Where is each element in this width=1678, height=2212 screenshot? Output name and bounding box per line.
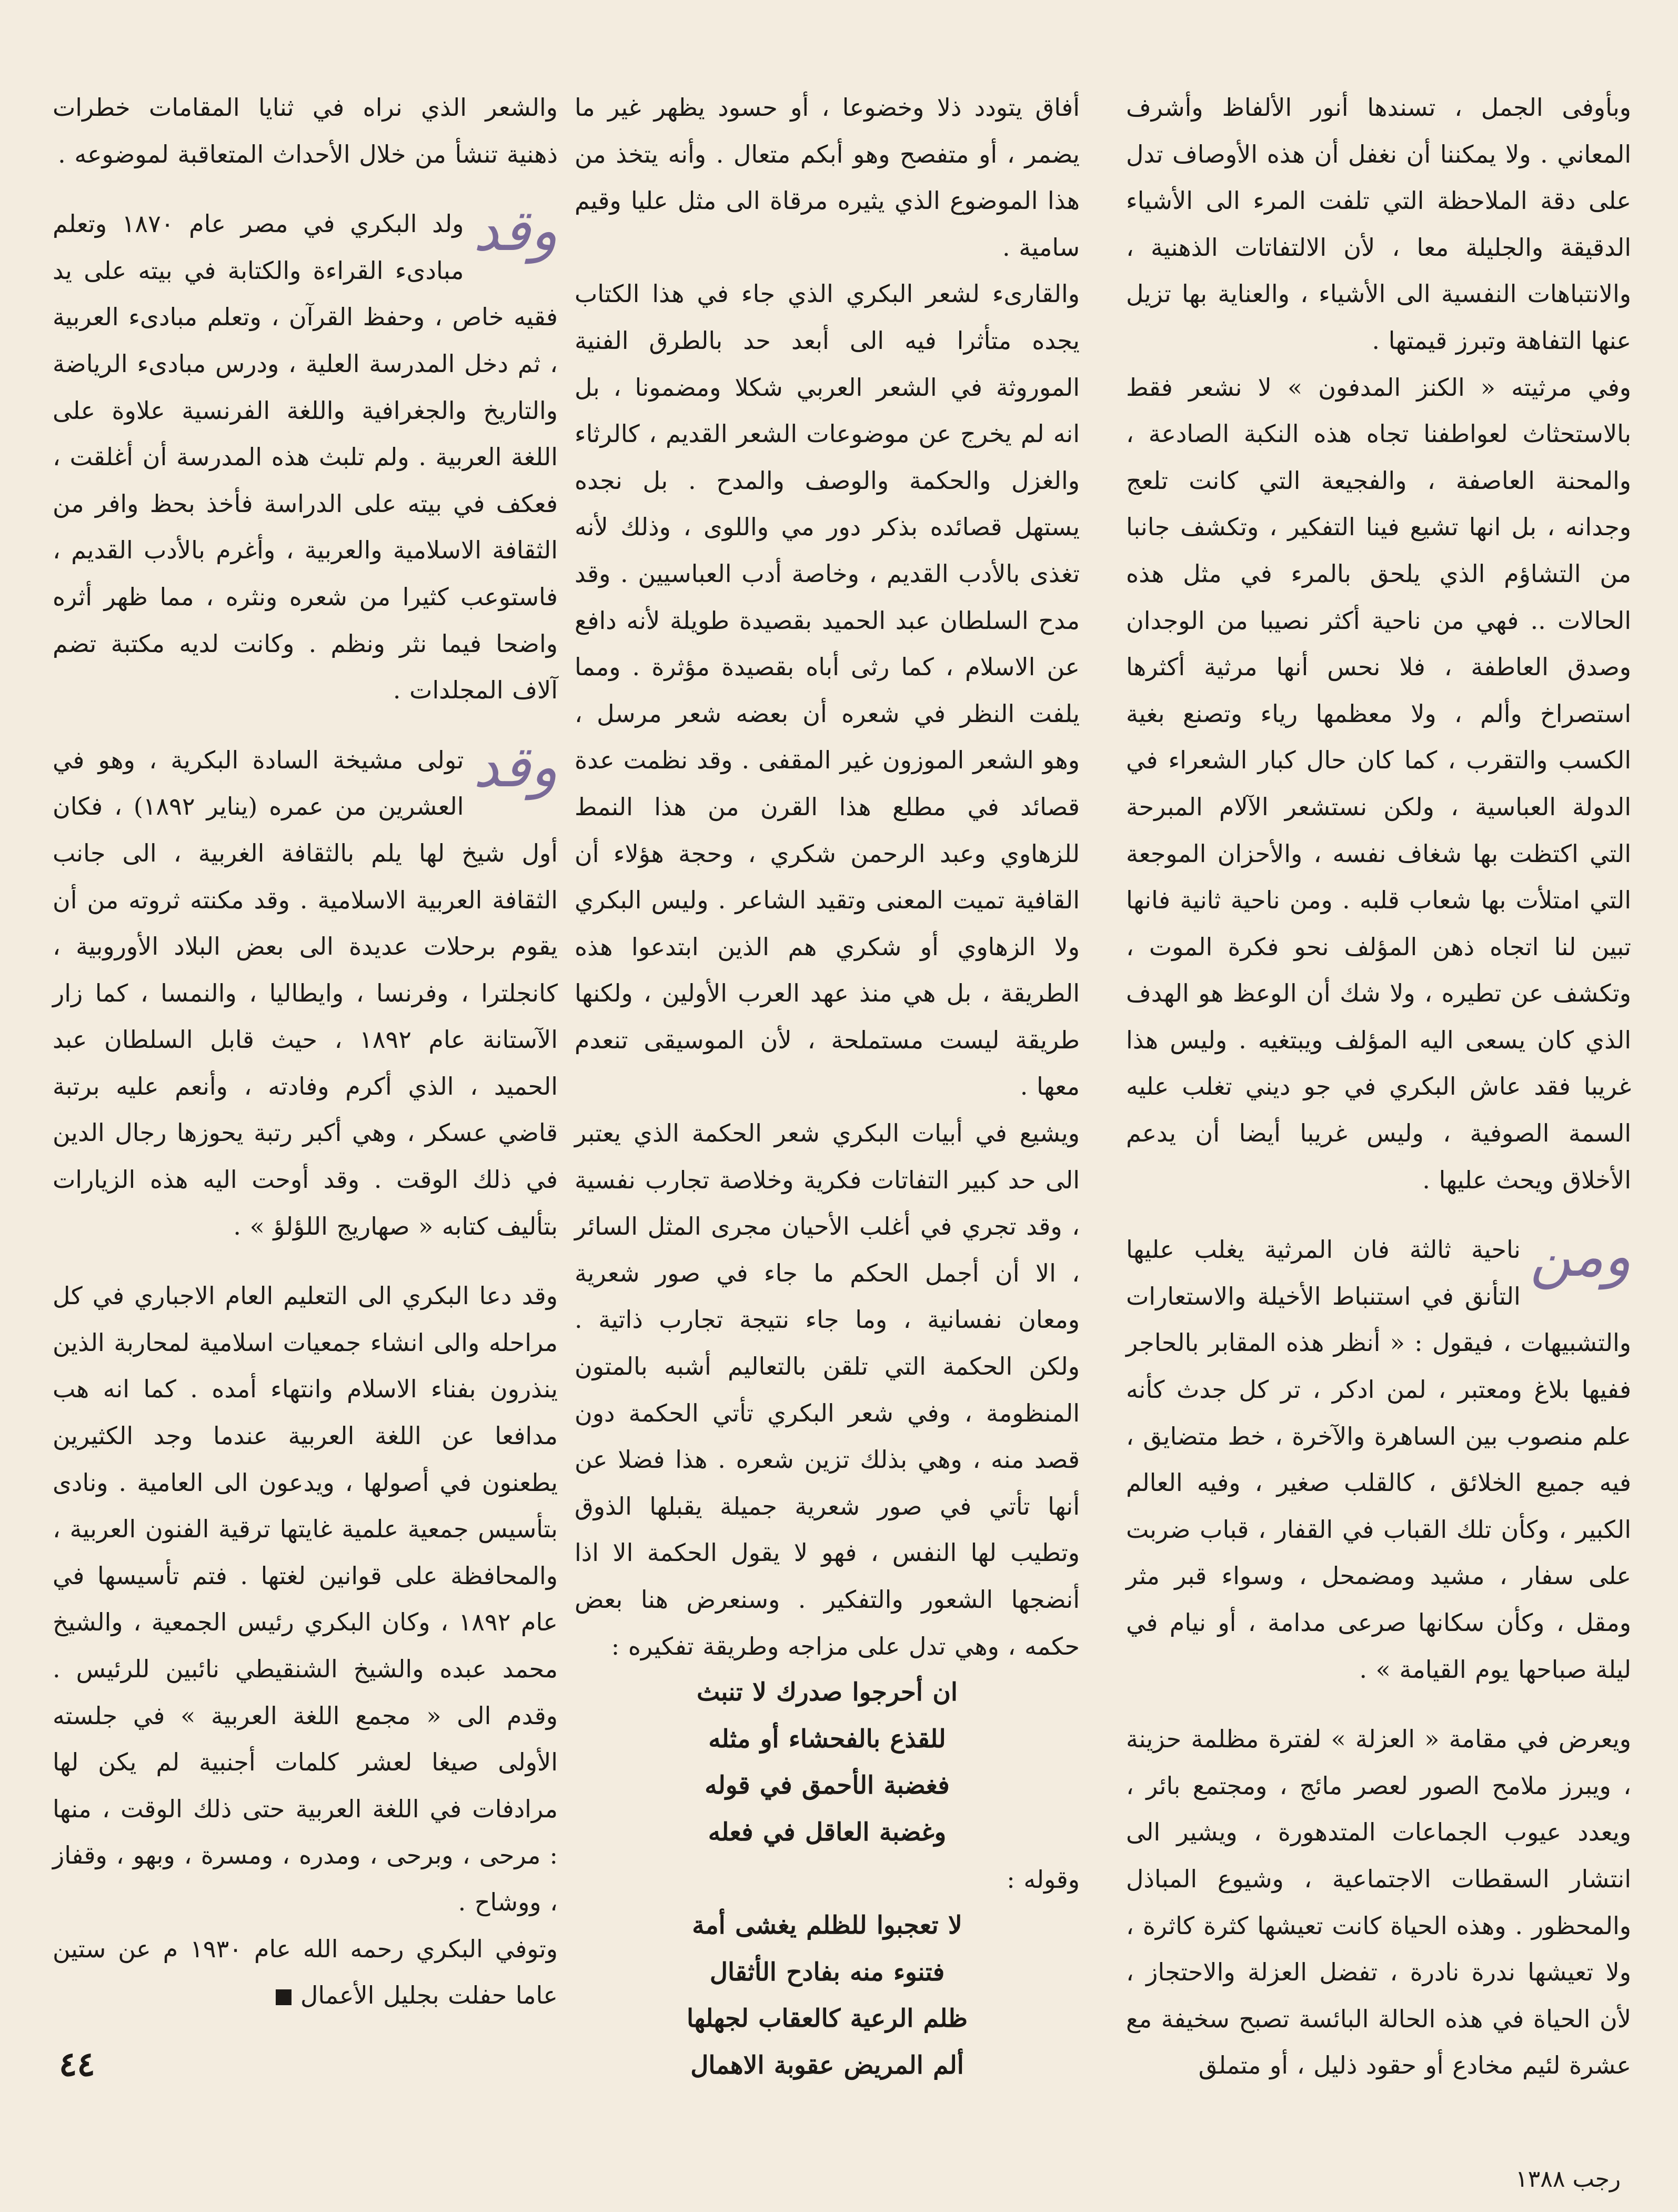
paragraph-text: تولى مشيخة السادة البكرية ، وهو في العشرين من عمره (يناير ١٨٩٢) ، فكان أول شيخ لها يلم بالثقافة الغربية ، الى جانب الثقافة العربية الاسلامية . وقد مكنته ثروته من أن يقوم برحلات عديدة الى بعض البلاد الأوروبية ، كانجلترا ، وفرنسا ، وايطاليا ، والنمسا ، كما زار الآستانة عام ١٨٩٢ ، حيث قابل السلطان عبد الحميد ، الذي أكرم وفادته ، وأنعم عليه برتبة قاضي عسكر ، وهي أكبر رتبة يحوزها رجال الدين في ذلك الوقت . وقد أوحت اليه هذه الزيارات بتأليف كتابه « صهاريج اللؤلؤ » .: [53, 745, 558, 1240]
paragraph-text: ولد البكري في مصر عام ١٨٧٠ وتعلم مبادىء القراءة والكتابة في بيته على يد فقيه خاص ، وحفظ القرآن ، وتعلم مبادىء العربية ، ثم دخل المدرسة العلية ، ودرس مبادىء الرياضة والتاريخ والجغرافية واللغة الفرنسية علاوة على اللغة العربية . ولم تلبث هذه المدرسة أن أغلقت ، فعكف في بيته على الدراسة فأخذ بحظ وافر من الثقافة الاسلامية والعربية ، وأغرم بالأدب القديم ، فاستوعب كثيرا من شعره ونثره ، مما ظهر أثره واضحا فيما نثر ونظم . وكانت لديه مكتبة تضم آلاف المجلدات .: [53, 209, 558, 705]
verse-line: فغضبة الأحمق في قوله: [705, 1771, 950, 1800]
paragraph: وقد دعا البكري الى التعليم العام الاجباري في كل مراحله والى انشاء جمعيات اسلامية لمحاربة الذين ينذرون بفناء الاسلام وانتهاء أمده . كما انه هب مدافعا عن اللغة العربية عندما وجد الكثيرين يطعنون في أصولها ، ويدعون الى العامية . ونادى بتأسيس جمعية علمية غايتها ترقية الفنون العربية ، والمحافظة على قوانين لغتها . فتم تأسيسها في عام ١٨٩٢ ، وكان البكري رئيس الجمعية ، والشيخ محمد عبده والشيخ الشنقيطي نائبين للرئيس . وقدم الى « مجمع اللغة العربية » في جلسته الأولى صيغا لعشر كلمات أجنبية لم يكن لها مرادفات في اللغة العربية حتى ذلك الوقت ، منها : مرحى ، وبرحى ، ومدره ، ومسرة ، وبهو ، وقفاز ، ووشاح .: [53, 1282, 558, 1916]
paragraph: ويشيع في أبيات البكري شعر الحكمة الذي يعتبر الى حد كبير التفاتات فكرية وخلاصة تجارب نفسية ، وقد تجري في أغلب الأحيان مجرى المثل السائر ، الا أن أجمل الحكم ما جاء في صور شعرية ومعان نفسانية ، وما جاء نتيجة تجارب ذاتية . ولكن الحكمة التي تلقن بالتعاليم أشبه بالمتون المنظومة ، وفي شعر البكري تأتي الحكمة دون قصد منه ، وهي بذلك تزين شعره . هذا فضلا عن أنها تأتي في صور شعرية جميلة يقبلها الذوق وتطيب لها النفس ، فهو لا يقول الحكمة الا اذا أنضجها الشعور والتفكير . وسنعرض هنا بعض حكمه ، وهي تدل على مزاجه وطريقة تفكيره :: [575, 1119, 1080, 1660]
verse-line: فتنوء منه بفادح الأثقال: [709, 1957, 945, 1987]
issue-date: رجب ١٣٨٨: [1515, 2166, 1621, 2193]
paragraph: [1126, 1226, 1631, 1693]
paragraph: وفي مرثيته « الكنز المدفون » لا نشعر فقط بالاستحثاث لعواطفنا تجاه هذه النكبة الصادعة ، والمحنة العاصفة ، والفجيعة التي كانت تلعج وجدانه ، بل انها تشيع فينا التفكير ، وتكشف جانبا من التشاؤم الذي يلحق بالمرء في مثل هذه الحالات .. فهي من ناحية أكثر نصيبا من الوجدان وصدق العاطفة ، فلا نحس أنها مرثية أكثرها استصراخ وألم ، ولا معظمها رياء وتصنع بغية الكسب والتقرب ، كما كان حال كبار الشعراء في الدولة العباسية ، ولكن نستشعر الآلام المبرحة التي اكتظت بها شغاف نفسه ، والأحزان الموجعة التي امتلأت بها شعاب قلبه . ومن ناحية ثانية فانها تبين لنا اتجاه ذهن المؤلف نحو فكرة الموت ، وتكشف عن تطيره ، ولا شك أن الوعظ هو الهدف الذي كان يسعى اليه المؤلف ويبتغيه . وليس هذا غريبا فقد عاش البكري في جو ديني تغلب عليه السمة الصوفية ، وليس غريبا أيضا أن يدعم الأخلاق ويحث عليها .: [1126, 373, 1631, 1194]
verse-line: ألم المريض عقوبة الاهمال: [690, 2050, 964, 2080]
paragraph: [53, 734, 558, 1250]
paragraph: أفاق يتودد ذلا وخضوعا ، أو حسود يظهر غير ما يضمر ، أو متفصح وهو أبكم متعال . وأنه يتخذ من هذا الموضوع الذي يثيره مرقاة الى مثل عليا وقيم سامية .: [575, 93, 1080, 262]
decorative-initial-word: وقد: [473, 198, 558, 264]
decorative-initial-word: ومن: [1530, 1224, 1631, 1290]
verse-intro: وقوله :: [1007, 1865, 1080, 1894]
verse-line: وغضبة العاقل في فعله: [708, 1817, 947, 1847]
decorative-initial-word: وقد: [473, 734, 558, 800]
page-number: ٤٤: [59, 2045, 95, 2084]
paragraph-text: ناحية ثالثة فان المرثية يغلب عليها التأنق في استنباط الأخيلة والاستعارات والتشبيهات ، فيقول : « أنظر هذه المقابر بالحاجر ففيها بلاغ ومعتبر ، لمن ادكر ، تر كل جدث كأنه علم منصوب بين الساهرة والآخرة ، خط متضايق ، فيه جميع الخلائق ، كالقلب صغير ، وفيه العالم الكبير ، وكأن تلك القباب في القفار ، قباب ضربت على سفار ، مشيد ومضمحل ، وسواء قبر مثر ومقل ، وكأن سكانها صرعى مدامة ، أو نيام في ليلة صباحها يوم القيامة » .: [1126, 1235, 1631, 1684]
paragraph: والقارىء لشعر البكري الذي جاء في هذا الكتاب يجده متأثرا فيه الى أبعد حد بالطرق الفنية الموروثة في الشعر العربي شكلا ومضمونا ، بل انه لم يخرج عن موضوعات الشعر القديم ، كالرثاء والغزل والحكمة والوصف والمدح . بل نجده يستهل قصائده بذكر دور مي واللوى ، وذلك لأنه تغذى بالأدب القديم ، وخاصة أدب العباسيين . وقد مدح السلطان عبد الحميد بقصيدة طويلة لأنه دافع عن الاسلام ، كما رثى أباه بقصيدة مؤثرة . ومما يلفت النظر في شعره أن بعضه شعر مرسل ، وهو الشعر الموزون غير المقفى . وقد نظمت عدة قصائد في مطلع هذا القرن من هذا النمط للزهاوي وعبد الرحمن شكري ، وحجة هؤلاء أن القافية تميت المعنى وتقيد الشاعر . وليس البكري ولا الزهاوي أو شكري هم الذين ابتدعوا هذه الطريقة ، بل هي منذ عهد العرب الأولين ، ولكنها طريقة ليست مستملحة ، لأن الموسيقى تنعدم معها .: [575, 279, 1080, 1101]
column-left: [53, 84, 558, 2019]
verse-line: للقذع بالفحشاء أو مثله: [708, 1724, 946, 1754]
column-middle: [575, 84, 1080, 2089]
verse-line: ان أحرجوا صدرك لا تنبث: [697, 1678, 958, 1707]
verse-line: ظلم الرعية كالعقاب لجهلها: [687, 2004, 968, 2034]
paragraph: [53, 198, 558, 714]
paragraph-text: وتوفي البكري رحمه الله عام ١٩٣٠ م عن ستين عاما حفلت بجليل الأعمال: [53, 1934, 558, 2010]
end-of-article-square-icon: [276, 1989, 292, 2005]
paragraph: ويعرض في مقامة « العزلة » لفترة مظلمة حزينة ، ويبرز ملامح الصور لعصر مائج ، ومجتمع بائر ، ويعدد عيوب الجماعات المتدهورة ، ويشير الى انتشار السقطات الاجتماعية ، وشيوع المباذل والمحظور . وهذه الحياة كانت تعيشها كثرة كاثرة ، ولا تعيشها ندرة نادرة ، تفضل العزلة والاحتجاز ، لأن الحياة في هذه الحالة البائسة تصبح سخيفة مع عشرة لئيم مخادع أو حقود ذليل ، أو متملق: [1126, 1725, 1631, 2080]
paragraph: وبأوفى الجمل ، تسندها أنور الألفاظ وأشرف المعاني . ولا يمكننا أن نغفل أن هذه الأوصاف تدل على دقة الملاحظة التي تلفت المرء الى الأشياء الدقيقة والجليلة معا ، لأن الالتفاتات الذهنية ، والانتباهات النفسية الى الأشياء ، والعناية بها تزيل عنها التفاهة وتبرز قيمتها .: [1126, 93, 1631, 355]
paragraph: [53, 1926, 558, 2019]
paragraph: والشعر الذي نراه في ثنايا المقامات خطرات ذهنية تنشأ من خلال الأحداث المتعاقبة لموضوعه .: [53, 93, 558, 168]
column-right: [1126, 84, 1631, 2089]
verse-line: لا تعجبوا للظلم يغشى أمة: [692, 1911, 962, 1940]
